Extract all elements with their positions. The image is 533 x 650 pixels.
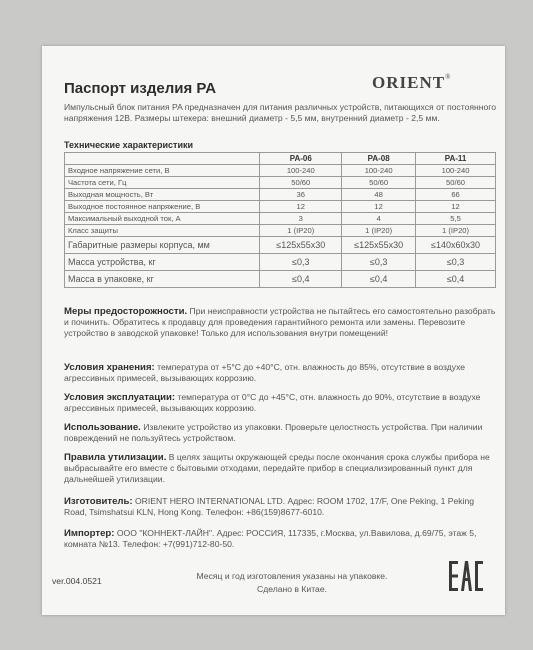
section-label: Использование.: [64, 422, 141, 433]
section-label: Правила утилизации.: [64, 452, 167, 463]
section-label: Импортер:: [64, 528, 115, 539]
table-cell: 5,5: [416, 213, 496, 225]
section-label: Меры предосторожности.: [64, 306, 188, 317]
table-cell: ≤125x55x30: [260, 237, 342, 254]
table-row: [65, 254, 496, 271]
table-row: [65, 201, 496, 213]
table-cell: ≤0,3: [342, 254, 416, 271]
table-cell: 48: [342, 189, 416, 201]
page-title: Паспорт изделия PA: [64, 80, 217, 97]
table-row-label: Максимальный выходной ток, А: [65, 213, 260, 225]
table-cell: ≤0,4: [342, 271, 416, 288]
table-header-cell: [65, 153, 260, 165]
section-precautions: [64, 306, 496, 339]
section-label: Условия хранения:: [64, 362, 155, 373]
table-row-label: Габаритные размеры корпуса, мм: [65, 237, 260, 254]
table-row: [65, 225, 496, 237]
section-label: Условия эксплуатации:: [64, 392, 176, 403]
section-text: В целях защиты окружающей среды после окончания срока службы прибора не выбрасывайте его вместе с бытовыми отходами, передайте прибор в специализированный пункт для дальнейшей утилизации.: [64, 452, 490, 484]
section-text: ORIENT HERO INTERNATIONAL LTD. Адрес: ROOM 1702, 17/F, One Peking, 1 Peking Road, Tsimshatsui KLN, Hong Kong. Телефон: +86(159)8677-6010.: [64, 496, 475, 517]
table-cell: 50/60: [416, 177, 496, 189]
table-header-cell: PA-08: [342, 153, 416, 165]
section-disposal: [64, 452, 496, 485]
section-importer: [64, 528, 496, 550]
section-text: Извлеките устройство из упаковки. Проверьте целостность устройства. При наличии повреждений не пользуйтесь устройством.: [64, 422, 483, 443]
table-header-cell: PA-11: [416, 153, 496, 165]
table-row: [65, 189, 496, 201]
intro-text: Импульсный блок питания PA предназначен для питания различных устройств, питающихся от постоянного напряжения 12В. Размеры штекера: внешний диаметр - 5,5 мм, внутренний диаметр - 2,5 мм.: [64, 102, 496, 123]
version-label: ver.004.0521: [52, 576, 102, 586]
table-cell: 100-240: [416, 165, 496, 177]
section-manufacturer: [64, 496, 496, 518]
section-text: ООО "КОННЕКТ-ЛАЙН". Адрес: РОССИЯ, 117335, г.Москва, ул.Вавилова, д.69/75, этаж 5, комната №13. Телефон: +7(991)712-80-50.: [64, 528, 477, 549]
table-cell: 12: [260, 201, 342, 213]
table-cell: 50/60: [260, 177, 342, 189]
table-row: [65, 165, 496, 177]
table-cell: 4: [342, 213, 416, 225]
section-text: При неисправности устройства не пытайтесь его самостоятельно разобрать и починить. Обратитесь к продавцу для проведения гарантийного ремонта или замены. Перевозите устройство в заводской упаковке! Только для использования внутри помещений!: [64, 306, 496, 338]
table-row-label: Масса устройства, кг: [65, 254, 260, 271]
table-row-label: Выходное постоянное напряжение, В: [65, 201, 260, 213]
table-cell: ≤140x60x30: [416, 237, 496, 254]
table-row-label: Масса в упаковке, кг: [65, 271, 260, 288]
table-cell: 12: [342, 201, 416, 213]
table-cell: 1 (IP20): [260, 225, 342, 237]
table-row: [65, 213, 496, 225]
table-cell: ≤0,3: [416, 254, 496, 271]
section-usage: [64, 422, 496, 444]
table-header-cell: PA-06: [260, 153, 342, 165]
table-cell: 36: [260, 189, 342, 201]
section-text: температура от +5°С до +40°С, отн. влажность до 85%, отсутствие в воздухе агрессивных примесей, вызывающих коррозию.: [64, 362, 466, 383]
manufacture-date-note: Месяц и год изготовления указаны на упаковке.: [196, 571, 388, 581]
table-cell: ≤0,4: [416, 271, 496, 288]
brand-name: ORIENT: [372, 73, 446, 92]
section-text: температура от 0°С до +45°С, отн. влажность до 90%, отсутствие в воздухе агрессивных примесей, вызывающих коррозию.: [64, 392, 481, 413]
table-row: [65, 237, 496, 254]
spec-table: [64, 152, 496, 288]
table-cell: 12: [416, 201, 496, 213]
table-cell: ≤125x55x30: [342, 237, 416, 254]
table-row-label: Выходная мощность, Вт: [65, 189, 260, 201]
eac-mark-icon: [447, 558, 485, 596]
table-cell: ≤0,3: [260, 254, 342, 271]
table-row: [65, 271, 496, 288]
table-header-row: [65, 153, 496, 165]
table-cell: 50/60: [342, 177, 416, 189]
brand-logo: [372, 73, 451, 93]
table-cell: ≤0,4: [260, 271, 342, 288]
table-row-label: Частота сети, Гц: [65, 177, 260, 189]
section-operation: [64, 392, 496, 414]
table-cell: 100-240: [342, 165, 416, 177]
table-cell: 3: [260, 213, 342, 225]
spec-heading: Технические характеристики: [64, 140, 194, 150]
section-storage: [64, 362, 496, 384]
table-cell: 1 (IP20): [416, 225, 496, 237]
table-cell: 1 (IP20): [342, 225, 416, 237]
table-row-label: Класс защиты: [65, 225, 260, 237]
made-in-note: Сделано в Китае.: [257, 584, 327, 594]
table-row-label: Входное напряжение сети, В: [65, 165, 260, 177]
table-row: [65, 177, 496, 189]
table-cell: 100-240: [260, 165, 342, 177]
section-label: Изготовитель:: [64, 496, 133, 507]
table-cell: 66: [416, 189, 496, 201]
registered-mark-icon: ®: [445, 73, 452, 81]
passport-sheet: [42, 46, 505, 615]
